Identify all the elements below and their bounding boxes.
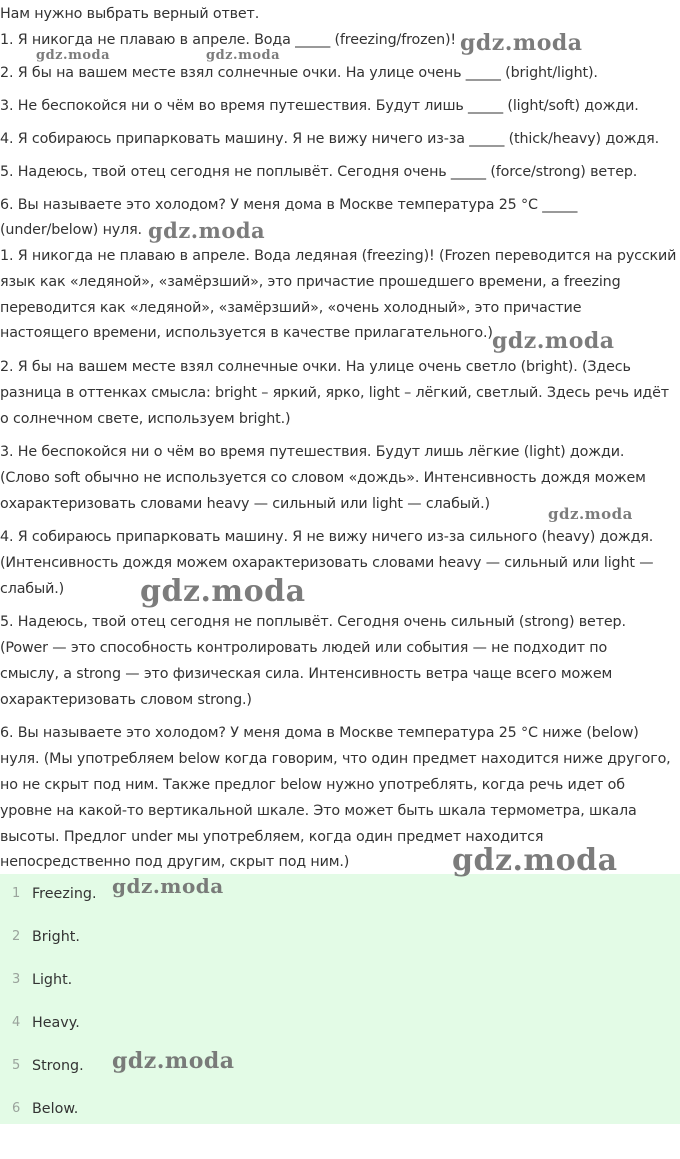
- answer-number: 4: [12, 1015, 21, 1030]
- answer-text: Freezing.: [32, 886, 97, 902]
- answer-number: 3: [12, 972, 21, 987]
- explanation-line: уровне на какой-то вертикальной шкале. Это может быть шкала термометра, шкала: [0, 803, 637, 819]
- watermark: gdz.moda: [148, 218, 266, 243]
- task-line-6b: (under/below) нуля.: [0, 222, 142, 238]
- explanation-line: но не скрыт под ним. Также предлог below нужно употреблять, когда речь идет об: [0, 777, 625, 793]
- explanation-line: смыслу, а strong — это физическая сила. Интенсивность ветра чаще всего можем: [0, 666, 613, 682]
- watermark: gdz.moda: [492, 328, 615, 354]
- explanation-line: 6. Вы называете это холодом? У меня дома в Москве температура 25 °C ниже (below): [0, 725, 639, 741]
- explanation-line: (Слово soft обычно не используется со словом «дождь». Интенсивность дождя можем: [0, 470, 646, 486]
- answer-text: Heavy.: [32, 1015, 80, 1031]
- task-line-3: 3. Не беспокойся ни о чём во время путешествия. Будут лишь _____ (light/soft) дожди.: [0, 98, 639, 114]
- explanation-line: охарактеризовать словами heavy — сильный или light — слабый.): [0, 496, 490, 512]
- answers-list: [0, 874, 680, 1124]
- task-line-6: 6. Вы называете это холодом? У меня дома в Москве температура 25 °C _____: [0, 197, 578, 213]
- watermark: gdz.moda: [112, 1048, 235, 1074]
- list-item: [0, 1013, 680, 1056]
- explanation-line: (Интенсивность дождя можем охарактеризовать словами heavy — сильный или light —: [0, 555, 654, 571]
- answer-text: Below.: [32, 1101, 79, 1117]
- explanation-line: (Power — это способность контролировать людей или события — не подходит по: [0, 640, 608, 656]
- answer-text: Bright.: [32, 929, 80, 945]
- explanation-line: о солнечном свете, используем bright.): [0, 411, 291, 427]
- explanation-line: 1. Я никогда не плаваю в апреле. Вода ледяная (freezing)! (Frozen переводится на русский: [0, 248, 677, 264]
- intro-line: Нам нужно выбрать верный ответ.: [0, 6, 260, 22]
- explanation-line: нуля. (Мы употребляем below когда говорим, что один предмет находится ниже другого,: [0, 751, 671, 767]
- answer-number: 5: [12, 1058, 21, 1073]
- explanation-line: непосредственно под другим, скрыт под ним.): [0, 854, 350, 870]
- explanation-line: настоящего времени, используется в качестве прилагательного.): [0, 325, 493, 341]
- explanation-line: 3. Не беспокойся ни о чём во время путешествия. Будут лишь лёгкие (light) дожди.: [0, 444, 625, 460]
- watermark: gdz.moda: [460, 30, 583, 56]
- explanation-line: охарактеризовать словом strong.): [0, 692, 252, 708]
- answer-number: 6: [12, 1101, 21, 1116]
- explanation-line: высоты. Предлог under мы употребляем, когда один предмет находится: [0, 829, 544, 845]
- watermark: gdz.moda: [112, 874, 224, 898]
- list-item: [0, 1099, 680, 1142]
- watermark: gdz.moda: [140, 574, 306, 609]
- explanation-line: язык как «ледяной», «замёрзший», это причастие прошедшего времени, а freezing: [0, 274, 621, 290]
- task-line-1: 1. Я никогда не плаваю в апреле. Вода _____ (freezing/frozen)!: [0, 32, 457, 48]
- explanation-line: переводится как «ледяной», «замёрзший», «очень холодный», это причастие: [0, 300, 582, 316]
- watermark: gdz.moda: [452, 843, 618, 878]
- watermark: gdz.moda: [548, 505, 633, 523]
- explanation-line: 4. Я собираюсь припарковать машину. Я не вижу ничего из-за сильного (heavy) дождя.: [0, 529, 654, 545]
- task-line-2: 2. Я бы на вашем месте взял солнечные очки. На улице очень _____ (bright/light).: [0, 65, 598, 81]
- list-item: [0, 1056, 680, 1099]
- list-item: [0, 970, 680, 1013]
- answer-text: Light.: [32, 972, 73, 988]
- explanation-line: 2. Я бы на вашем месте взял солнечные очки. На улице очень светло (bright). (Здесь: [0, 359, 631, 375]
- list-item: [0, 927, 680, 970]
- explanation-line: слабый.): [0, 581, 65, 597]
- explanation-line: 5. Надеюсь, твой отец сегодня не поплывёт. Сегодня очень сильный (strong) ветер.: [0, 614, 626, 630]
- watermark: gdz.moda: [36, 48, 111, 63]
- list-item: [0, 884, 680, 927]
- answer-text: Strong.: [32, 1058, 84, 1074]
- explanation-line: разница в оттенках смысла: bright – яркий, ярко, light – лёгкий, светлый. Здесь речь идёт: [0, 385, 669, 401]
- task-line-4: 4. Я собираюсь припарковать машину. Я не вижу ничего из-за _____ (thick/heavy) дождя.: [0, 131, 659, 147]
- answer-number: 2: [12, 929, 21, 944]
- watermark: gdz.moda: [206, 48, 281, 63]
- task-line-5: 5. Надеюсь, твой отец сегодня не поплывёт. Сегодня очень _____ (force/strong) ветер.: [0, 164, 638, 180]
- answer-number: 1: [12, 886, 21, 901]
